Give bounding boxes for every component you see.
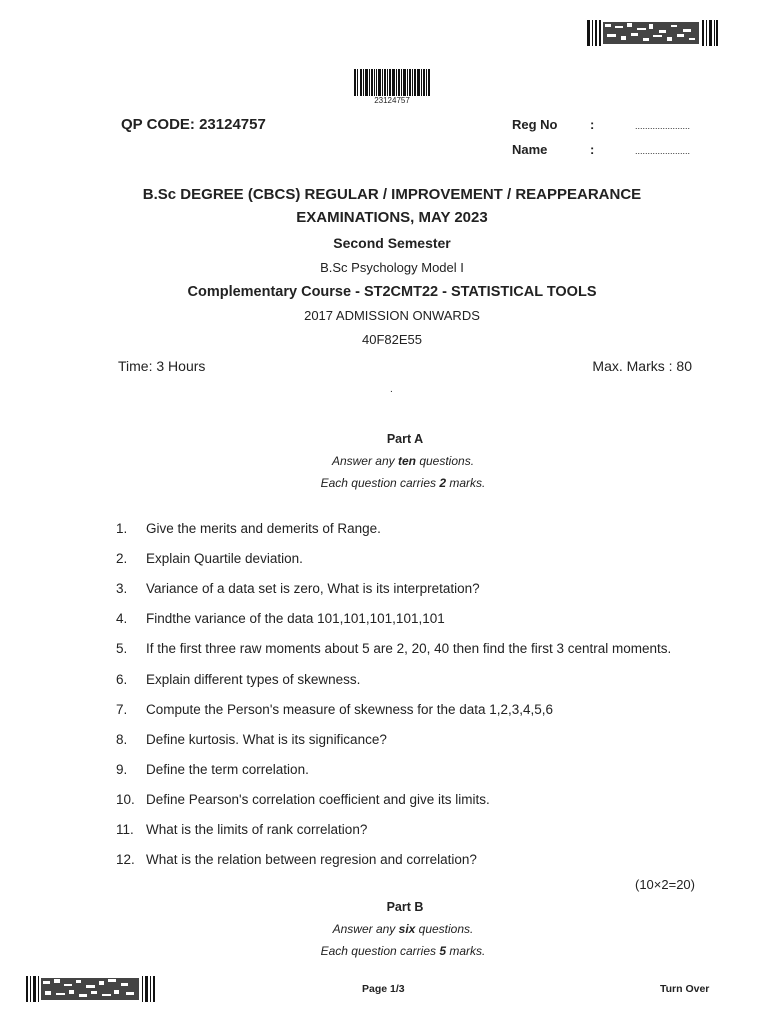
instr-marks: 5 [439,944,447,958]
question-item [116,672,360,687]
instr-text: Each question carries [320,476,440,490]
top-right-barcode [587,20,718,46]
question-number: 8. [116,732,128,747]
instr-text: Answer any [331,454,398,468]
part-b-instruction-1 [0,922,768,936]
question-number: 5. [116,641,128,656]
instr-text: Each question carries [320,944,440,958]
question-text: Variance of a data set is zero, What is its interpretation? [146,581,480,596]
question-text: What is the limits of rank correlation? [146,822,368,837]
part-a-title: Part A [386,432,424,446]
instr-text: questions. [415,454,475,468]
reg-no-label: Reg No [512,117,558,132]
separator-dot: . [390,384,393,395]
page-number: Page 1/3 [362,983,405,995]
question-item [116,581,480,596]
question-item [116,732,387,747]
question-number: 10. [116,792,135,807]
instr-text: questions. [415,922,474,936]
exam-title-line1: B.Sc DEGREE (CBCS) REGULAR / IMPROVEMENT / REAPPEARANCE [142,186,642,203]
question-text: Define kurtosis. What is its significance? [146,732,387,747]
question-text: Define Pearson's correlation coefficient and give its limits. [146,792,490,807]
name-field: ...................... [635,146,691,156]
question-text: If the first three raw moments about 5 are 2, 20, 40 then find the first 3 central moments. [146,641,672,656]
course-title: Complementary Course - ST2CMT22 - STATISTICAL TOOLS [187,284,597,300]
instr-marks: 2 [439,476,447,490]
question-item [116,702,553,717]
part-b-instruction-2 [0,944,768,958]
question-item [116,822,367,837]
reg-no-field: ...................... [635,121,691,131]
name-label: Name [512,142,548,157]
exam-time: Time: 3 Hours [118,358,206,374]
question-item [116,521,381,536]
question-number: 12. [116,852,135,867]
question-item [116,611,445,626]
bottom-left-barcode-graphic [26,976,157,1002]
instr-count: six [398,922,416,936]
reg-no-colon: : [590,117,595,132]
admission: 2017 ADMISSION ONWARDS [304,308,480,323]
center-barcode [354,69,430,97]
question-number: 9. [116,762,128,777]
question-number: 2. [116,551,128,566]
name-colon: : [590,142,595,157]
question-text: Explain different types of skewness. [146,672,361,687]
instr-count: ten [397,454,416,468]
top-right-barcode-graphic [587,20,718,46]
semester: Second Semester [333,235,451,251]
paper-code: 40F82E55 [362,332,422,347]
exam-title-line2: EXAMINATIONS, MAY 2023 [296,209,488,226]
center-barcode-graphic [354,69,430,96]
part-a-marks: (10×2=20) [635,877,695,892]
question-number: 11. [116,822,134,837]
max-marks: Max. Marks : 80 [592,358,692,374]
question-number: 6. [116,672,128,687]
question-item [116,551,303,566]
question-number: 3. [116,581,128,596]
question-text: Define the term correlation. [146,762,309,777]
question-item [116,852,477,867]
question-number: 1. [116,521,128,536]
part-a-instruction-2 [0,476,768,490]
barcode-number: 23124757 [374,96,410,105]
instr-text: Answer any [332,922,399,936]
instr-text: marks. [446,944,486,958]
qp-code: QP CODE: 23124757 [121,116,266,133]
question-item [116,641,671,656]
question-text: Give the merits and demerits of Range. [146,521,381,536]
program: B.Sc Psychology Model I [320,260,464,275]
question-number: 4. [116,611,128,626]
question-item [116,762,309,777]
part-b-title: Part B [386,900,424,914]
question-text: Findthe variance of the data 101,101,101,101,101 [146,611,445,626]
question-number: 7. [116,702,128,717]
question-text: Compute the Person's measure of skewness for the data 1,2,3,4,5,6 [146,702,554,717]
bottom-left-barcode [26,976,157,1002]
question-item [116,792,490,807]
instr-text: marks. [446,476,486,490]
question-text: Explain Quartile deviation. [146,551,303,566]
part-a-instruction-1 [0,454,768,468]
question-text: What is the relation between regresion and correlation? [146,852,477,867]
turn-over: Turn Over [660,983,710,995]
